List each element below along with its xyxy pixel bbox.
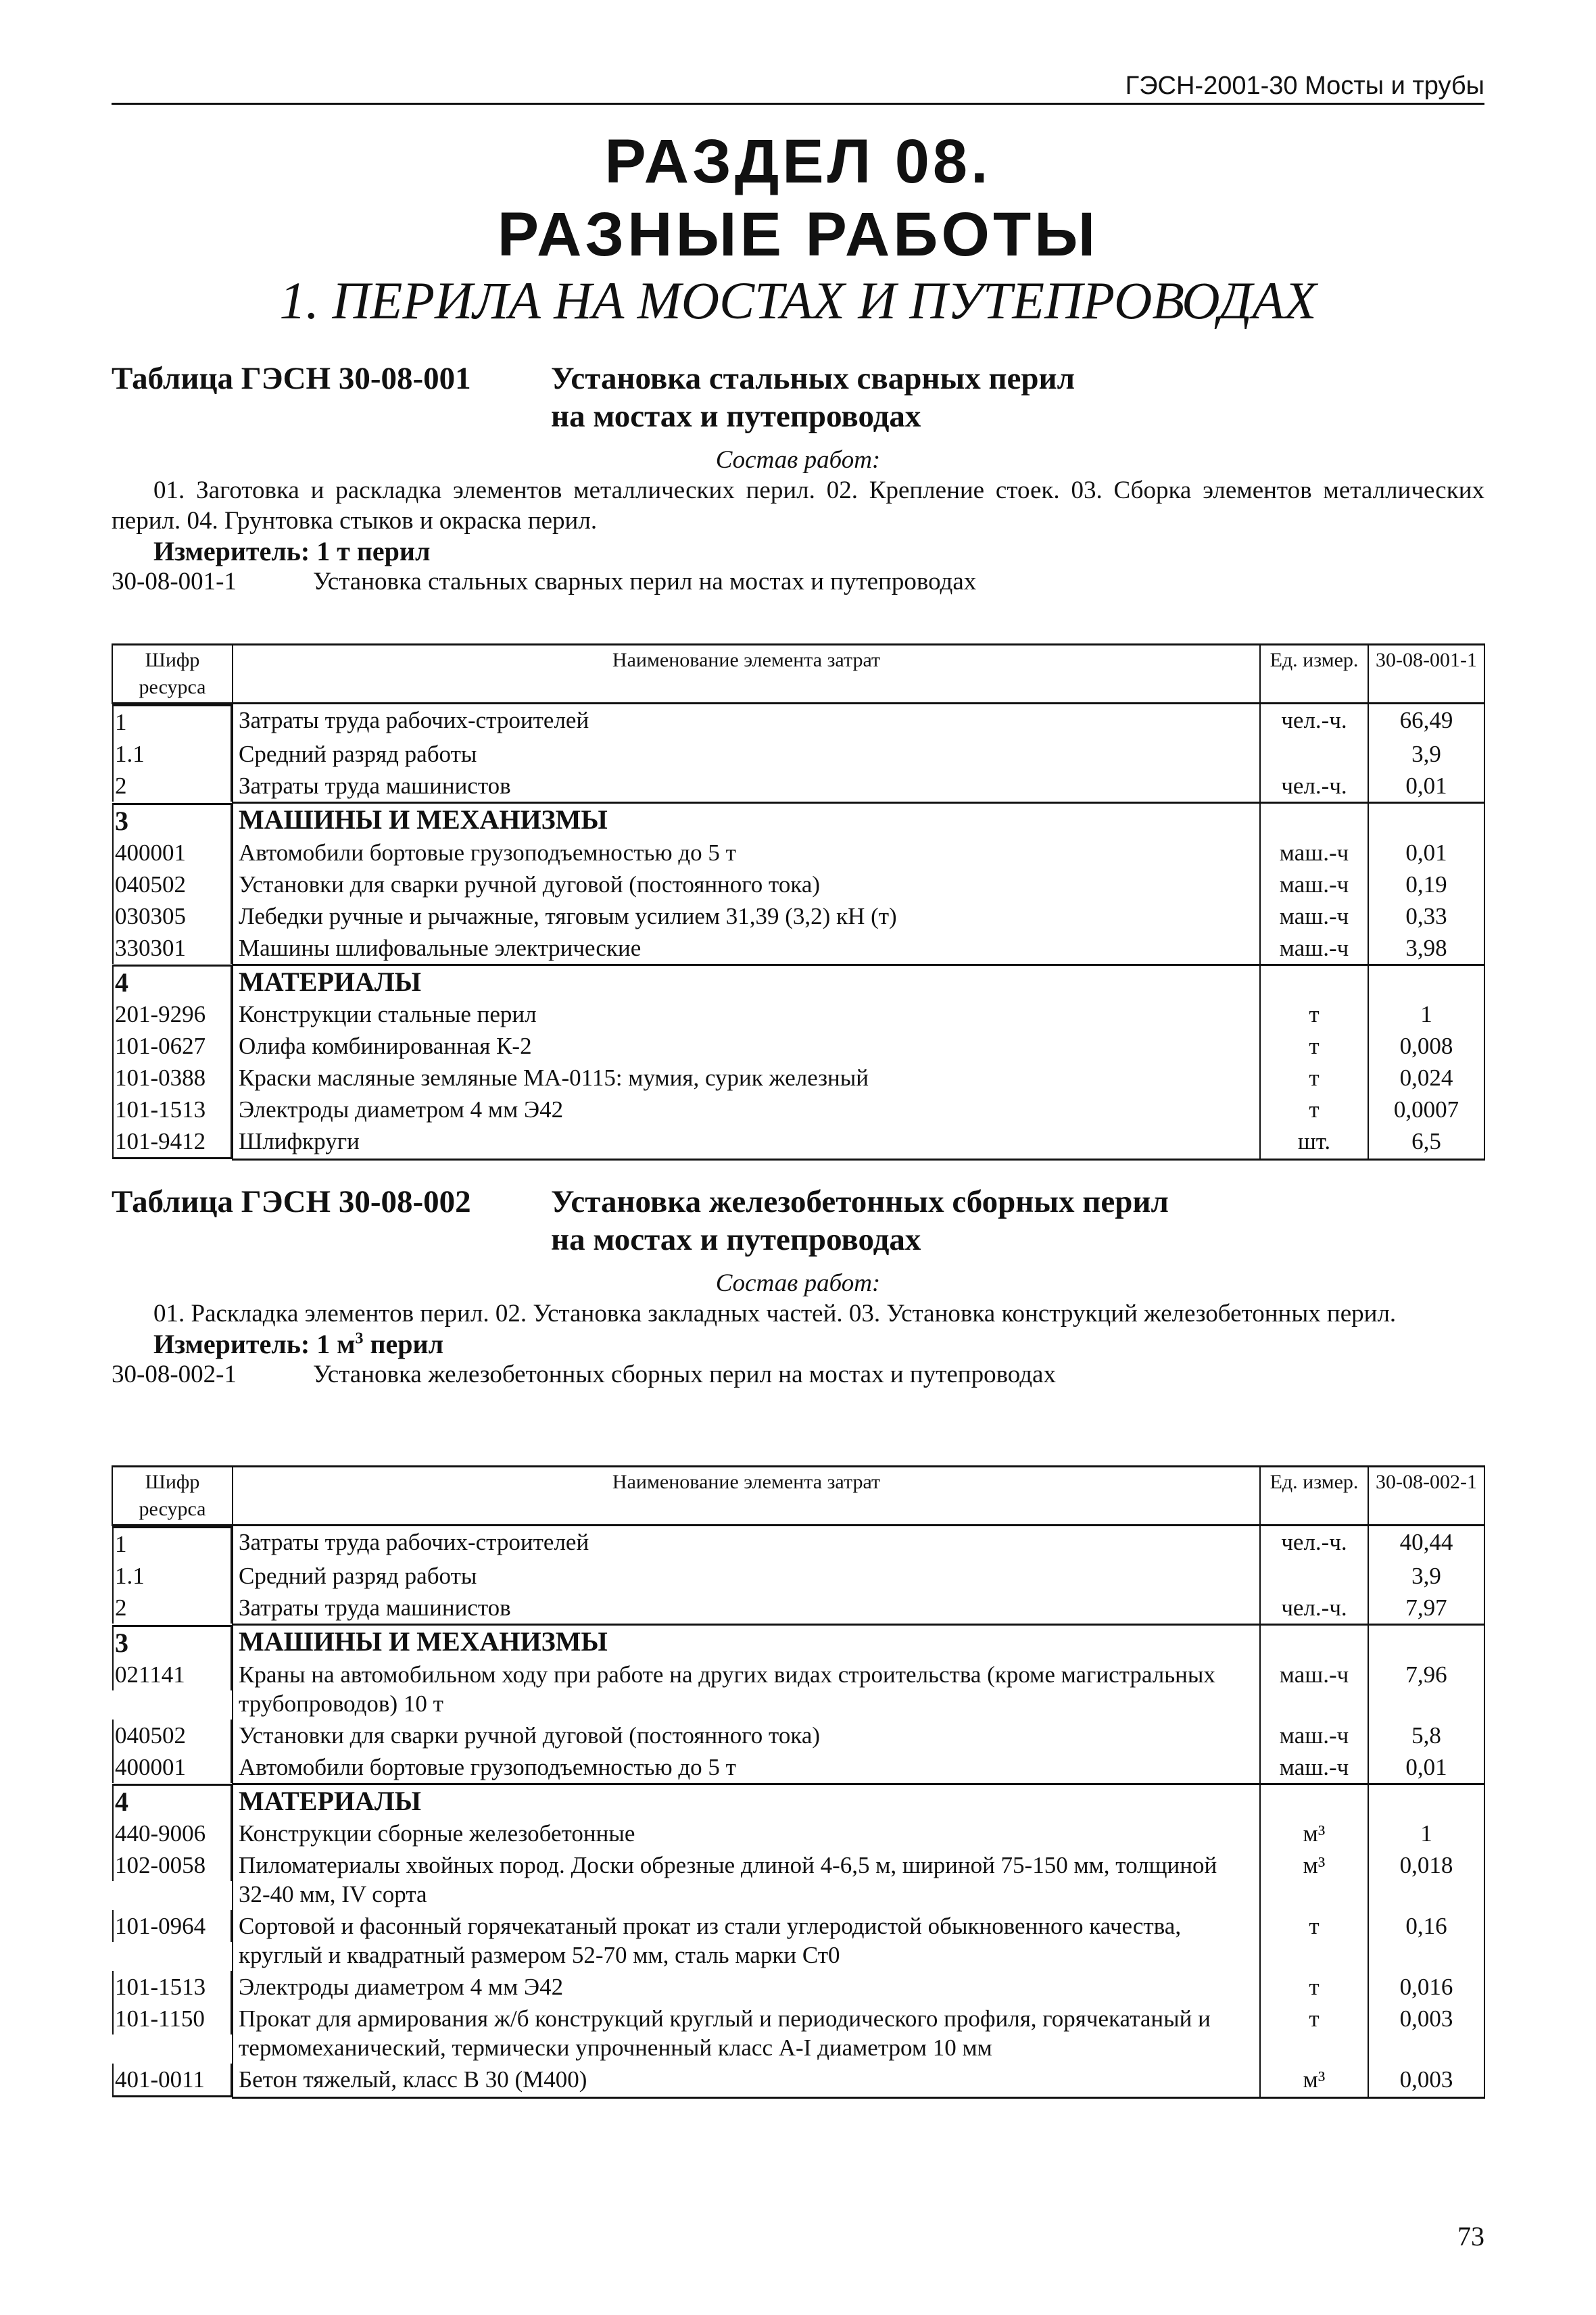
resource-name: Конструкции сборные железобетонные (233, 1818, 1260, 1849)
resource-value: 0,003 (1368, 2064, 1484, 2097)
resource-code: 101-1513 (112, 1971, 232, 2003)
resource-unit (1260, 1560, 1368, 1592)
section-title-line1: РАЗДЕЛ 08. (604, 127, 992, 196)
resource-code: 1.1 (112, 1560, 232, 1592)
resource-value: 0,01 (1368, 770, 1484, 803)
resource-unit: т (1260, 1910, 1368, 1971)
resource-value: 6,5 (1368, 1125, 1484, 1159)
resource-name: Лебедки ручные и рычажные, тяговым усилием 31,39 (3,2) кН (т) (233, 900, 1260, 932)
resource-name: Шлифкруги (233, 1125, 1260, 1159)
resource-value: 0,16 (1368, 1910, 1484, 1971)
table-row (112, 1720, 1484, 1751)
resource-name: МАШИНЫ И МЕХАНИЗМЫ (233, 1625, 1260, 1659)
table-1-title (551, 360, 1075, 435)
table-row (112, 837, 1484, 869)
resource-code: 021141 (112, 1659, 232, 1690)
resource-code: 040502 (112, 869, 232, 900)
table-1-izmeritel (153, 536, 1484, 566)
table-row (112, 1751, 1484, 1784)
resource-value: 0,01 (1368, 1751, 1484, 1784)
table-1-izmeritel-text: Измеритель: 1 т перил (153, 536, 431, 566)
resource-unit: чел.-ч. (1260, 1526, 1368, 1561)
table-row (112, 738, 1484, 770)
resource-name: Установки для сварки ручной дуговой (постоянного тока) (233, 1720, 1260, 1751)
resource-value: 3,9 (1368, 738, 1484, 770)
resource-code: 101-0627 (112, 1030, 232, 1062)
resource-name: Автомобили бортовые грузоподъемностью до 5 т (233, 1751, 1260, 1784)
resource-unit (1260, 1625, 1368, 1659)
resource-code: 2 (112, 1592, 232, 1624)
table-row (112, 1094, 1484, 1125)
resource-code: 401-0011 (112, 2064, 232, 2097)
table-2-norm-code: 30-08-002-1 (112, 1361, 237, 1388)
table-1-heading (112, 360, 1484, 435)
resource-value: 40,44 (1368, 1526, 1484, 1561)
table-row (112, 1784, 1484, 1818)
table-row (112, 803, 1484, 837)
resource-unit: маш.-ч (1260, 1720, 1368, 1751)
resource-value: 3,98 (1368, 932, 1484, 965)
resource-code: 440-9006 (112, 1818, 232, 1849)
resource-unit: шт. (1260, 1125, 1368, 1159)
resource-code: 3 (112, 803, 232, 837)
resource-name: МАШИНЫ И МЕХАНИЗМЫ (233, 803, 1260, 837)
resource-unit: т (1260, 1094, 1368, 1125)
resource-value: 0,01 (1368, 837, 1484, 869)
resource-code: 101-0388 (112, 1062, 232, 1094)
resource-name: Затраты труда машинистов (233, 770, 1260, 803)
table-row (112, 1592, 1484, 1625)
resource-unit (1260, 965, 1368, 998)
table-2-title (551, 1183, 1169, 1259)
table-1-works: 01. Заготовка и раскладка элементов металлических перил. 02. Крепление стоек. 03. Сборка элементов металлических перил. 04. Грунтовка стыков и окраска перил. (112, 477, 1484, 535)
resource-value: 0,19 (1368, 869, 1484, 900)
section-title (0, 125, 1596, 271)
table-1-sostav-label: Состав работ: (715, 446, 881, 474)
table-row (112, 2003, 1484, 2064)
resource-code: 102-0058 (112, 1849, 232, 1881)
table-2-title-line1: Установка железобетонных сборных перил (551, 1184, 1169, 1219)
resource-code: 1.1 (112, 738, 232, 770)
table-1-label: Таблица ГЭСН 30-08-001 (112, 361, 471, 396)
resource-name: Затраты труда машинистов (233, 1592, 1260, 1625)
table-1-norm-name: Установка стальных сварных перил на мостах и путепроводах (313, 568, 977, 595)
page-number: 73 (1457, 2221, 1484, 2251)
resource-unit: т (1260, 1062, 1368, 1094)
resource-value: 0,008 (1368, 1030, 1484, 1062)
resource-name: Олифа комбинированная К-2 (233, 1030, 1260, 1062)
resource-name: Средний разряд работы (233, 738, 1260, 770)
table-row (112, 932, 1484, 965)
resource-unit: чел.-ч. (1260, 1592, 1368, 1625)
resource-unit: маш.-ч (1260, 869, 1368, 900)
resource-unit: м³ (1260, 2064, 1368, 2097)
table-2-izmeritel-text: Измеритель: 1 м (153, 1329, 356, 1359)
resource-name: Сортовой и фасонный горячекатаный прокат из стали углеродистой обыкновенного качества, круглый и квадратный размером 52-70 мм, сталь марки Ст0 (233, 1910, 1260, 1971)
resource-value: 3,9 (1368, 1560, 1484, 1592)
resource-code: 030305 (112, 900, 232, 932)
table-2-works: 01. Раскладка элементов перил. 02. Установка закладных частей. 03. Установка конструкций железобетонных перил. (153, 1300, 1397, 1327)
resource-code: 4 (112, 1784, 232, 1818)
resource-value: 1 (1368, 998, 1484, 1030)
col-header-code: Шифр ресурса (112, 645, 233, 704)
resource-unit: т (1260, 998, 1368, 1030)
resource-name: Бетон тяжелый, класс В 30 (М400) (233, 2064, 1260, 2097)
table-row (112, 1030, 1484, 1062)
resource-unit: т (1260, 1030, 1368, 1062)
resource-unit: чел.-ч. (1260, 770, 1368, 803)
table-2-izmeritel (153, 1329, 1484, 1359)
resource-value (1368, 803, 1484, 837)
resource-code: 400001 (112, 1751, 232, 1783)
table-1-norm (112, 566, 1484, 597)
col-header-value: 30-08-002-1 (1368, 1467, 1484, 1526)
resource-unit (1260, 738, 1368, 770)
subsection-title: 1. ПЕРИЛА НА МОСТАХ И ПУТЕПРОВОДАХ (279, 271, 1317, 330)
table-row (112, 1910, 1484, 1971)
col-header-name: Наименование элемента затрат (233, 1467, 1260, 1526)
resource-code: 2 (112, 770, 232, 802)
resource-code: 400001 (112, 837, 232, 869)
resource-unit: маш.-ч (1260, 837, 1368, 869)
resource-value: 7,96 (1368, 1659, 1484, 1720)
resource-name: Краски масляные земляные МА-0115: мумия, сурик железный (233, 1062, 1260, 1094)
resource-code: 201-9296 (112, 998, 232, 1030)
table-1-title-line1: Установка стальных сварных перил (551, 361, 1075, 396)
col-header-unit: Ед. измер. (1260, 1467, 1368, 1526)
resource-table-2 (112, 1465, 1485, 2099)
resource-name: Затраты труда рабочих-строителей (233, 704, 1260, 739)
resource-code: 1 (112, 1526, 232, 1560)
resource-unit: маш.-ч (1260, 1751, 1368, 1784)
table-row (112, 1818, 1484, 1849)
resource-table-1 (112, 643, 1485, 1161)
resource-unit (1260, 803, 1368, 837)
section-title-line2: РАЗНЫЕ РАБОТЫ (497, 200, 1099, 269)
resource-name: Средний разряд работы (233, 1560, 1260, 1592)
resource-value: 7,97 (1368, 1592, 1484, 1625)
resource-value: 5,8 (1368, 1720, 1484, 1751)
table-2-izmeritel-tail: перил (363, 1329, 444, 1359)
resource-value: 0,016 (1368, 1971, 1484, 2003)
table-row (112, 1849, 1484, 1910)
table-2-izmeritel-sup: 3 (355, 1330, 364, 1348)
resource-name: Установки для сварки ручной дуговой (постоянного тока) (233, 869, 1260, 900)
resource-unit: т (1260, 1971, 1368, 2003)
table-1-title-line2: на мостах и путепроводах (551, 399, 921, 434)
col-header-unit: Ед. измер. (1260, 645, 1368, 704)
table-2-sostav-label: Состав работ: (715, 1269, 881, 1297)
resource-unit: м³ (1260, 1849, 1368, 1910)
table-row (112, 869, 1484, 900)
resource-name: Машины шлифовальные электрические (233, 932, 1260, 965)
table-row (112, 1062, 1484, 1094)
resource-value: 66,49 (1368, 704, 1484, 739)
table-2-label: Таблица ГЭСН 30-08-002 (112, 1184, 471, 1219)
table-row (112, 900, 1484, 932)
resource-name: Электроды диаметром 4 мм Э42 (233, 1971, 1260, 2003)
col-header-code: Шифр ресурса (112, 1467, 233, 1526)
table-1-intro (112, 360, 1484, 597)
resource-name: Прокат для армирования ж/б конструкций круглый и периодического профиля, горячекатаный и термомеханический, термически упрочненный класс А-I диаметром 10 мм (233, 2003, 1260, 2064)
resource-code: 3 (112, 1625, 232, 1659)
resource-unit: м³ (1260, 1818, 1368, 1849)
table-row (112, 1560, 1484, 1592)
table-1-norm-code: 30-08-001-1 (112, 568, 237, 595)
resource-name: Краны на автомобильном ходу при работе на других видах строительства (кроме магистральных трубопроводов) 10 т (233, 1659, 1260, 1720)
resource-code: 330301 (112, 932, 232, 964)
resource-unit: маш.-ч (1260, 932, 1368, 965)
resource-code: 040502 (112, 1720, 232, 1751)
resource-code: 101-0964 (112, 1910, 232, 1942)
resource-code: 101-1150 (112, 2003, 232, 2034)
resource-value: 0,0007 (1368, 1094, 1484, 1125)
table-2-heading (112, 1183, 1484, 1259)
running-header: ГЭСН-2001-30 Мосты и трубы (112, 69, 1484, 105)
resource-name: МАТЕРИАЛЫ (233, 1784, 1260, 1818)
table-row (112, 770, 1484, 803)
resource-code: 4 (112, 965, 232, 998)
resource-name: Конструкции стальные перил (233, 998, 1260, 1030)
resource-value: 0,33 (1368, 900, 1484, 932)
resource-value (1368, 1625, 1484, 1659)
table-row (112, 1625, 1484, 1659)
resource-name: Пиломатериалы хвойных пород. Доски обрезные длиной 4-6,5 м, шириной 75-150 мм, толщиной 32-40 мм, IV сорта (233, 1849, 1260, 1910)
table-row (112, 1125, 1484, 1159)
resource-name: Электроды диаметром 4 мм Э42 (233, 1094, 1260, 1125)
resource-value: 0,018 (1368, 1849, 1484, 1910)
table-row (112, 1659, 1484, 1720)
table-row (112, 1526, 1484, 1561)
resource-value: 0,024 (1368, 1062, 1484, 1094)
resource-value (1368, 965, 1484, 998)
resource-unit: чел.-ч. (1260, 704, 1368, 739)
resource-unit: маш.-ч (1260, 1659, 1368, 1720)
table-2-norm (112, 1359, 1484, 1390)
table-2-title-line2: на мостах и путепроводах (551, 1222, 921, 1257)
table-row (112, 2064, 1484, 2097)
resource-value: 0,003 (1368, 2003, 1484, 2064)
resource-name: МАТЕРИАЛЫ (233, 965, 1260, 998)
resource-unit (1260, 1784, 1368, 1818)
table-row (112, 998, 1484, 1030)
table-row (112, 965, 1484, 998)
table-2-intro (112, 1183, 1484, 1390)
resource-value: 1 (1368, 1818, 1484, 1849)
table-row (112, 1971, 1484, 2003)
resource-name: Затраты труда рабочих-строителей (233, 1526, 1260, 1561)
table-2-norm-name: Установка железобетонных сборных перил на мостах и путепроводах (313, 1361, 1056, 1388)
resource-code: 101-9412 (112, 1125, 232, 1159)
resource-unit: т (1260, 2003, 1368, 2064)
resource-unit: маш.-ч (1260, 900, 1368, 932)
resource-code: 101-1513 (112, 1094, 232, 1125)
resource-name: Автомобили бортовые грузоподъемностью до 5 т (233, 837, 1260, 869)
table-row (112, 704, 1484, 739)
col-header-name: Наименование элемента затрат (233, 645, 1260, 704)
resource-value (1368, 1784, 1484, 1818)
resource-code: 1 (112, 704, 232, 738)
col-header-value: 30-08-001-1 (1368, 645, 1484, 704)
